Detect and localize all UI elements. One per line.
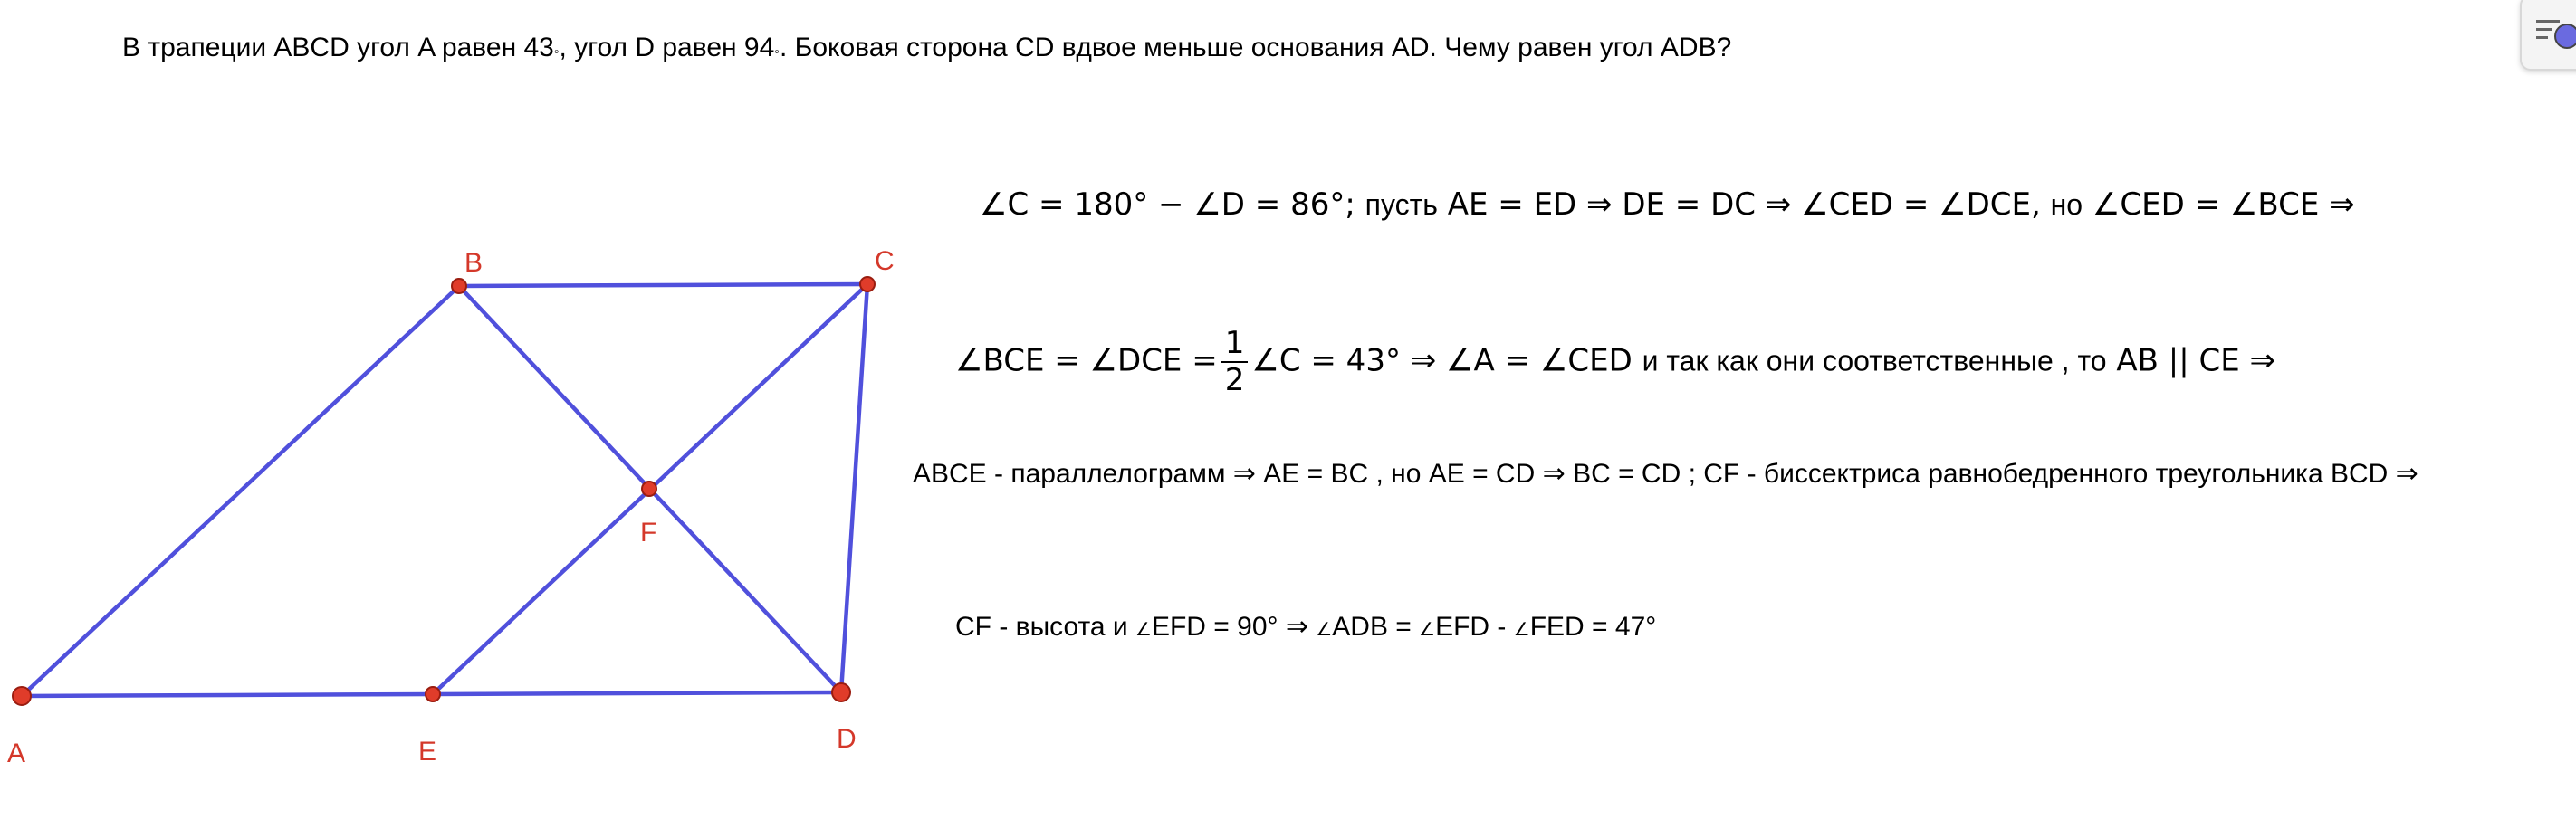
problem-text-part2: , угол D равен 94 [559, 33, 775, 62]
point-F[interactable] [642, 482, 656, 496]
line4-part-c: ADB = [1332, 612, 1420, 642]
line2-part-d: AB || CE ⇒ [2106, 342, 2275, 379]
degree-mark: ◦ [774, 44, 780, 60]
line1-part-b: пусть [1365, 188, 1438, 221]
line2-part-c: и так как они соответственные , то [1642, 344, 2107, 377]
fraction-numerator: 1 [1221, 326, 1249, 363]
fraction-denominator: 2 [1224, 362, 1245, 399]
label-B: B [464, 248, 484, 278]
line4-part-b: EFD = 90° ⇒ [1151, 612, 1317, 642]
solution-line-1 [980, 186, 2355, 223]
degree-mark: ◦ [553, 44, 560, 60]
solution-line-3: ABCE - параллелограмм ⇒ AE = BC , но AE = CD ⇒ BC = CD ; CF - биссектриса равнобедренного треугольника BCD ⇒ [913, 459, 2418, 489]
label-E: E [418, 737, 437, 767]
problem-text-part1: В трапеции ABCD угол A равен 43 [122, 33, 554, 62]
segment-BC[interactable] [459, 284, 867, 286]
trapezoid-figure [0, 0, 905, 820]
angle-symbol: ∠ [1419, 620, 1436, 640]
problem-text-part3: . Боковая сторона CD вдвое меньше основания AD. Чему равен угол ADB? [779, 33, 1732, 62]
point-C[interactable] [860, 277, 875, 291]
label-F: F [640, 518, 657, 548]
label-A: A [7, 739, 26, 768]
line4-part-d: EFD - [1435, 612, 1514, 642]
line1-part-e: ∠CED = ∠BCE ⇒ [2083, 186, 2355, 223]
line1-part-c: AE = ED ⇒ DE = DC ⇒ ∠CED = ∠DCE, [1437, 186, 2051, 223]
segment-AB[interactable] [22, 286, 459, 696]
algebra-view-toggle-button[interactable] [2520, 0, 2576, 71]
graphics-disc-icon [2554, 24, 2576, 49]
line1-part-a: ∠C = 180° − ∠D = 86°; [980, 186, 1365, 223]
point-E[interactable] [426, 687, 440, 701]
line4-part-a: CF - высота и [955, 612, 1136, 642]
angle-symbol: ∠ [1135, 620, 1152, 640]
point-B[interactable] [452, 279, 466, 293]
angle-symbol: ∠ [1316, 620, 1333, 640]
line2-part-a: ∠BCE = ∠DCE = [955, 342, 1218, 379]
solution-line-4 [955, 611, 1656, 643]
fraction-one-half [1221, 326, 1249, 398]
label-C: C [875, 246, 895, 276]
segment-CD[interactable] [841, 284, 867, 692]
solution-line-2 [955, 326, 2275, 398]
line2-part-b: ∠C = 43° ⇒ ∠A = ∠CED [1251, 342, 1642, 379]
line1-part-d: но [2050, 188, 2083, 221]
label-D: D [837, 724, 857, 754]
angle-symbol: ∠ [1513, 620, 1530, 640]
point-A[interactable] [13, 687, 31, 705]
line4-part-e: FED = 47° [1529, 612, 1657, 642]
point-D[interactable] [832, 683, 850, 701]
